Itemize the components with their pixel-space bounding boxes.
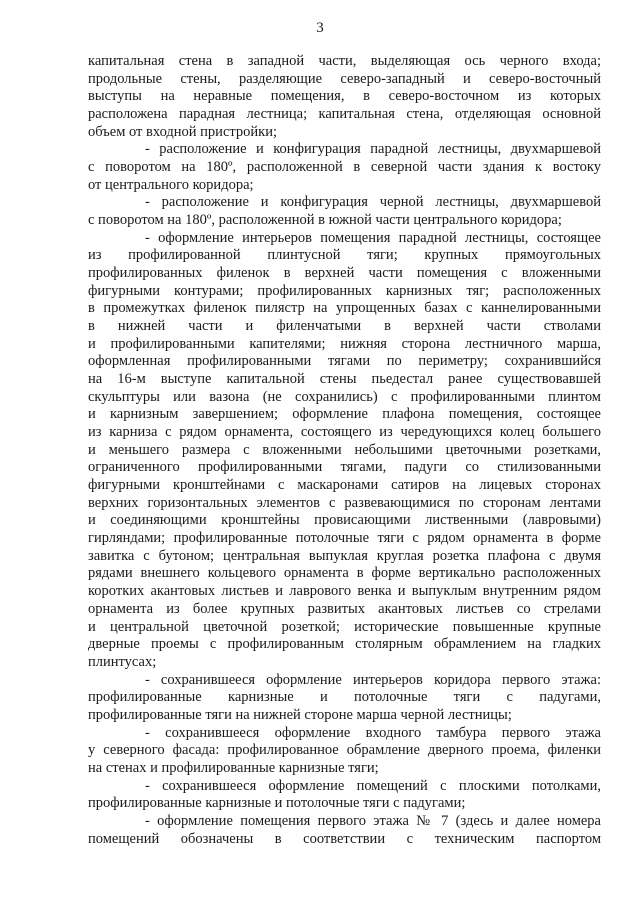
- text-line: помещений обозначены в соответствии с техническим паспортом: [88, 830, 601, 847]
- text-line: фигурными кронштейнами с маскаронами сатиров на лицевых сторонах: [88, 477, 601, 494]
- document-body: [88, 53, 601, 848]
- text-line: верхних горизонтальных элементов с развевающимися по сторонам лентами: [88, 494, 601, 511]
- text-line: фигурными контурами; профилированных карнизных тяг; расположенных: [88, 282, 601, 299]
- text-line: на стенах и профилированные карнизные тяги;: [88, 759, 379, 776]
- text-line: рядами внешнего кольцевого орнамента в форме вертикально расположенных: [88, 565, 601, 582]
- text-line: и меньшего размера с вложенными небольшими цветочными розетками,: [88, 441, 601, 458]
- text-line: на 16-м выступе капитальной стены пьедестал ранее существовавшей: [88, 371, 601, 388]
- text-line: скульптуры или вазона (не сохранились) с профилированными плинтом: [88, 388, 601, 405]
- text-line: и соединяющими кронштейны провисающими лиственными (лавровыми): [88, 512, 601, 529]
- text-line: из профилированной плинтусной тяги; крупных прямоугольных: [88, 247, 601, 264]
- text-line: из карниза с рядом орнамента, состоящего из чередующихся колец большего: [88, 424, 601, 441]
- text-line: - расположение и конфигурация парадной лестницы, двухмаршевой: [145, 141, 601, 158]
- text-line: орнамента из более крупных развитых акантовых листьев со стрелами: [88, 600, 601, 617]
- text-line: плинтусах;: [88, 653, 157, 670]
- page-number: 3: [316, 20, 324, 36]
- text-line: профилированные карнизные и потолочные тяги с падугами,: [88, 689, 601, 706]
- text-line: завитка с бутоном; центральная выпуклая круглая розетка плафона с двумя: [88, 547, 601, 564]
- text-line: - оформление помещения первого этажа № 7 (здесь и далее номера: [145, 812, 601, 829]
- text-line: и центральной цветочной розеткой; исторические повышенные крупные: [88, 618, 601, 635]
- text-line: профилированные тяги на нижней стороне марша черной лестницы;: [88, 706, 512, 723]
- text-line: профилированные карнизные и потолочные тяги с падугами;: [88, 795, 466, 812]
- text-line: гирляндами; профилированные потолочные тяги с рядом орнамента в форме: [88, 530, 601, 547]
- text-line: - оформление интерьеров помещения парадной лестницы, состоящее: [145, 229, 601, 246]
- text-line: ограниченного профилированными тягами, падуги со стилизованными: [88, 459, 601, 476]
- text-line: капитальная стена в западной части, выделяющая ось черного входа;: [88, 53, 601, 69]
- text-line: с поворотом на 180º, расположенной в северной части здания к востоку: [88, 159, 601, 176]
- text-line: - сохранившееся оформление интерьеров коридора первого этажа:: [145, 671, 601, 688]
- text-line: расположена парадная лестница; капитальная стена, отделяющая основной: [88, 106, 601, 123]
- text-line: профилированных филенок в верхней части помещения с вложенными: [88, 265, 601, 282]
- text-line: - сохранившееся оформление входного тамбура первого этажа: [145, 724, 601, 741]
- text-line: и карнизным завершением; оформление плафона помещения, состоящее: [88, 406, 601, 423]
- text-line: коротких акантовых листьев и лаврового венка и выпуклым внутренним рядом: [88, 583, 601, 600]
- text-line: от центрального коридора;: [88, 176, 254, 193]
- text-line: в нижней части и филенчатыми в верхней части стволами: [88, 318, 601, 335]
- text-line: в промежутках филенок пилястр на упрощенных базах с каннелированными: [88, 300, 601, 317]
- text-line: объем от входной пристройки;: [88, 123, 277, 140]
- text-line: - сохранившееся оформление помещений с плоскими потолками,: [145, 777, 601, 794]
- text-line: продольные стены, разделяющие северо-западный и северо-восточный: [88, 70, 601, 87]
- text-line: с поворотом на 180º, расположенной в южной части центрального коридора;: [88, 212, 562, 229]
- text-line: дверные проемы с профилированным столярным обрамлением на гладких: [88, 636, 601, 653]
- text-line: оформленная профилированными тягами по периметру; сохранившийся: [88, 353, 601, 370]
- text-line: выступы на неравные помещения, в северо-восточном из которых: [88, 88, 601, 105]
- text-line: у северного фасада: профилированное обрамление дверного проема, филенки: [88, 742, 601, 759]
- text-line: - расположение и конфигурация черной лестницы, двухмаршевой: [145, 194, 601, 211]
- text-line: и профилированными капителями; нижняя сторона лестничного марша,: [88, 335, 601, 352]
